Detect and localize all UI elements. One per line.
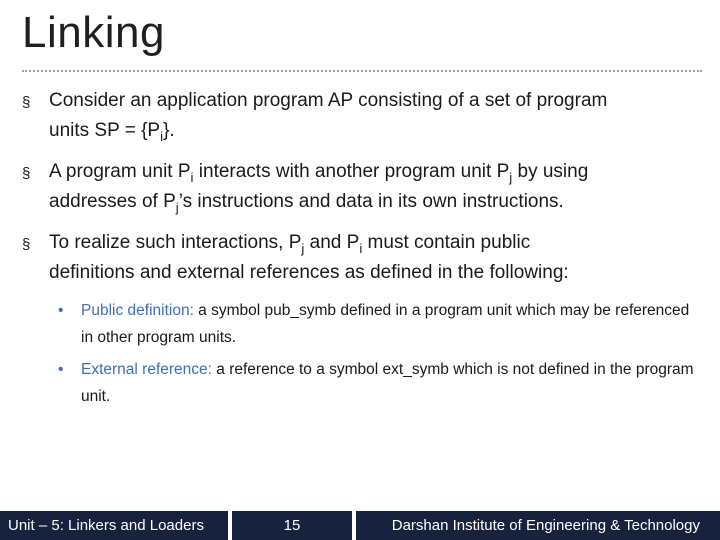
term-label: External reference: bbox=[81, 361, 212, 378]
sub-bullet-public-definition bbox=[58, 297, 694, 351]
footer-institute: Darshan Institute of Engineering & Technology bbox=[356, 511, 720, 540]
bullet-3 bbox=[22, 228, 694, 288]
sub-bullet-external-reference bbox=[58, 356, 694, 410]
bullet-marker: § bbox=[22, 94, 31, 111]
page-number: 15 bbox=[232, 511, 352, 540]
term-label: Public definition: bbox=[81, 302, 194, 319]
bullet-marker: § bbox=[22, 165, 31, 182]
bullet-marker: § bbox=[22, 236, 31, 253]
sub-bullet-marker: • bbox=[58, 302, 64, 319]
footer-unit: Unit – 5: Linkers and Loaders bbox=[0, 511, 228, 540]
sub-bullet-text: External reference: a reference to a symbol ext_symb which is not defined in the program unit. bbox=[81, 361, 694, 405]
sub-bullet-text: Public definition: a symbol pub_symb defined in a program unit which may be referenced in other program units. bbox=[81, 302, 690, 346]
bullet-text: A program unit $P_i$ interacts with another program unit $P_j$ by using addresses of $P_j’s$ instructions and data in its own instructions. bbox=[49, 161, 589, 215]
sub-bullet-marker: • bbox=[58, 361, 64, 378]
bullet-1 bbox=[22, 86, 694, 146]
title-divider bbox=[22, 70, 702, 72]
bullet-text: To realize such interactions, $P_j$ and $P_i$ must contain public definitions and external references as defined in the following: bbox=[49, 232, 569, 283]
slide-title: Linking bbox=[22, 8, 165, 57]
footer-bar bbox=[0, 511, 720, 540]
bullet-2 bbox=[22, 157, 694, 217]
bullet-text: Consider an application program AP consisting of a set of program units SP = $\{P_i\}$. bbox=[49, 90, 608, 144]
